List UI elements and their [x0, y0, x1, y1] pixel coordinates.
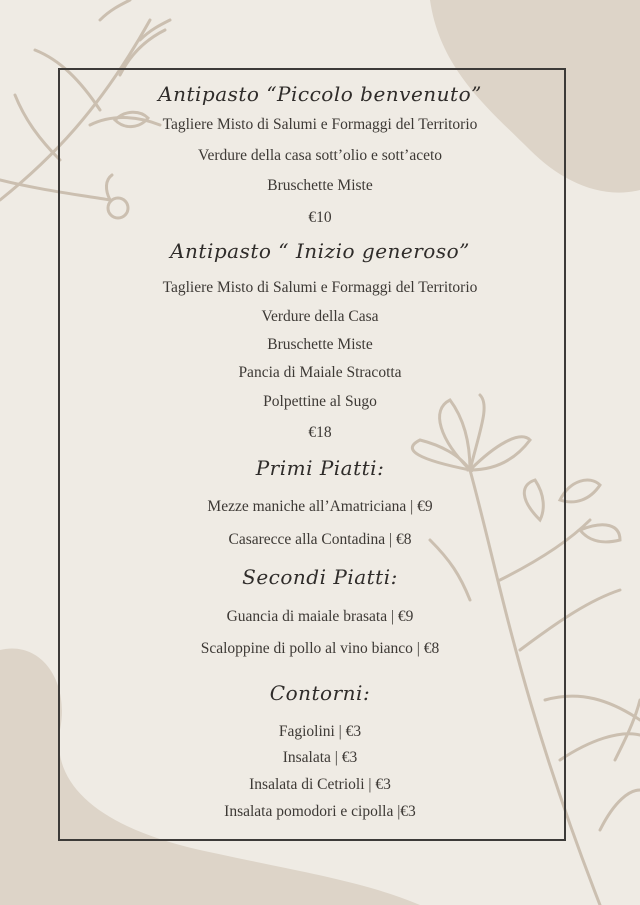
- menu-item: Insalata pomodori e cipolla |€3: [224, 803, 416, 820]
- section-title-antipasto-piccolo: Antipasto “Piccolo benvenuto”: [158, 82, 482, 106]
- menu-item: Scaloppine di pollo al vino bianco | €8: [200, 640, 440, 657]
- menu-item: Casarecce alla Contadina | €8: [228, 531, 412, 548]
- menu-item: Verdure della Casa: [261, 308, 379, 325]
- menu-item: Pancia di Maiale Stracotta: [238, 364, 402, 381]
- section-price: €18: [308, 424, 332, 441]
- section-price: €10: [308, 209, 332, 226]
- menu-item: Guancia di maiale brasata | €9: [226, 608, 414, 625]
- menu-item: Mezze maniche all’Amatriciana | €9: [207, 498, 433, 515]
- menu-item: Tagliere Misto di Salumi e Formaggi del Territorio: [162, 116, 478, 133]
- section-title-antipasto-inizio: Antipasto “ Inizio generoso”: [170, 239, 470, 263]
- menu-item: Insalata | €3: [282, 749, 358, 766]
- section-title-primi-piatti: Primi Piatti:: [255, 456, 385, 480]
- menu-item: Bruschette Miste: [267, 336, 373, 353]
- menu-item: Bruschette Miste: [267, 177, 373, 194]
- menu-item: Tagliere Misto di Salumi e Formaggi del Territorio: [162, 279, 478, 296]
- menu-item: Verdure della casa sott’olio e sott’aceto: [197, 147, 443, 164]
- menu-item: Fagiolini | €3: [278, 723, 362, 740]
- menu-item: Insalata di Cetrioli | €3: [249, 776, 391, 793]
- menu-item: Polpettine al Sugo: [263, 393, 377, 410]
- section-title-contorni: Contorni:: [269, 681, 371, 705]
- section-title-secondi-piatti: Secondi Piatti:: [242, 565, 398, 589]
